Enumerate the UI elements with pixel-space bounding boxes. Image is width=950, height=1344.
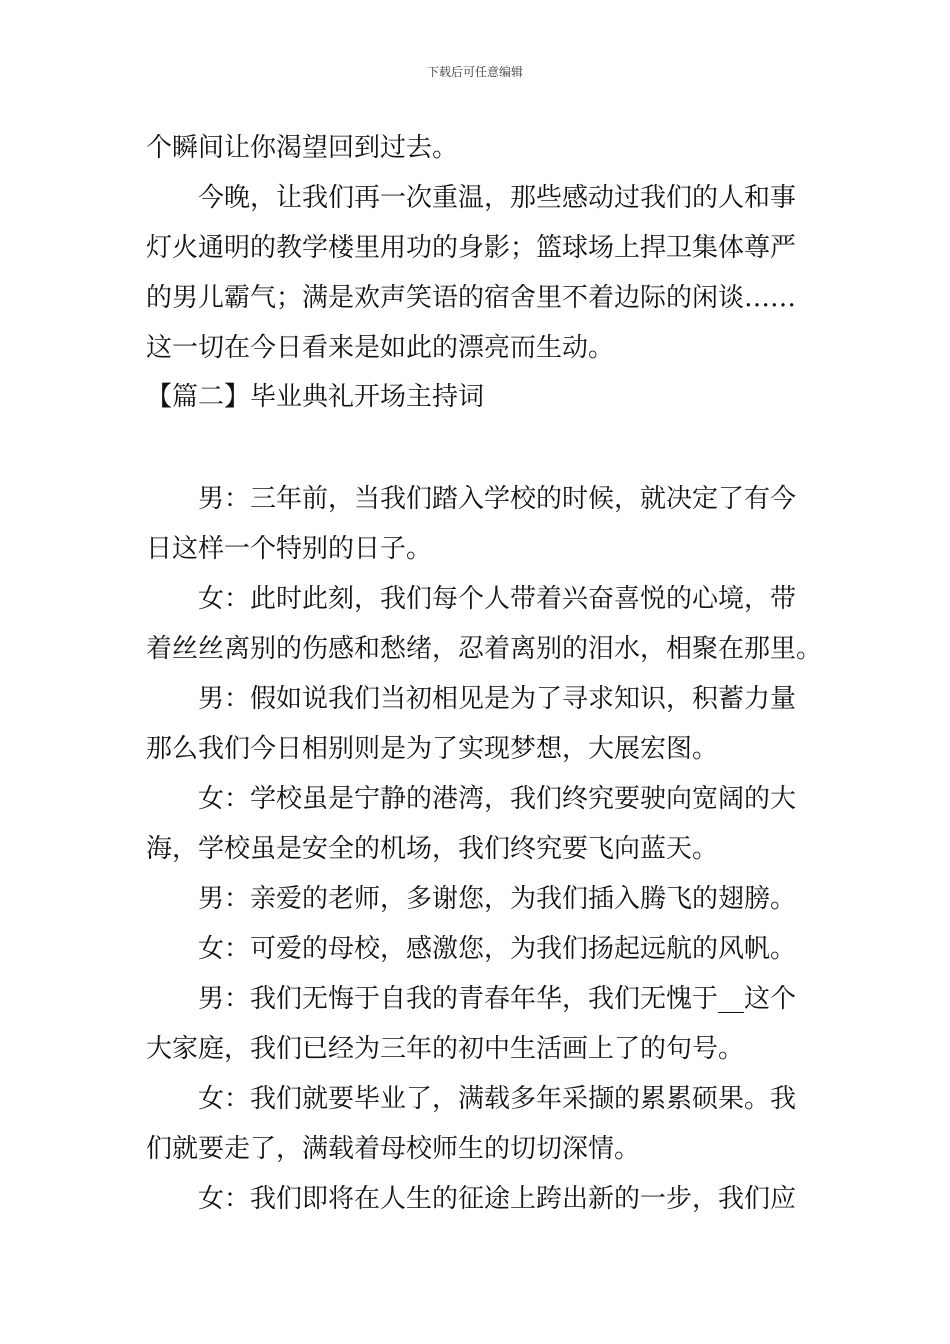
text-line: 们就要走了，满载着母校师生的切切深情。 xyxy=(146,1134,641,1164)
text-line: 个瞬间让你渴望回到过去。 xyxy=(146,133,459,163)
text-line: 女：此时此刻，我们每个人带着兴奋喜悦的心境，带 xyxy=(198,584,797,614)
text-line: 海，学校虽是安全的机场，我们终究要飞向蓝天。 xyxy=(146,834,719,864)
text-line: 那么我们今日相别则是为了实现梦想，大展宏图。 xyxy=(146,734,719,764)
text-line: 男：三年前，当我们踏入学校的时候，就决定了有今 xyxy=(198,484,797,514)
text-line: 女：我们即将在人生的征途上跨出新的一步，我们应 xyxy=(198,1184,797,1214)
text-line: 女：我们就要毕业了，满载多年采撷的累累硕果。我 xyxy=(198,1084,797,1114)
text-line: 女：可爱的母校，感激您，为我们扬起远航的风帆。 xyxy=(198,934,797,964)
text-line: 今晚，让我们再一次重温，那些感动过我们的人和事 xyxy=(198,183,797,213)
text-line: 的男儿霸气；满是欢声笑语的宿舍里不着边际的闲谈…… xyxy=(146,283,797,313)
text-line: 男：亲爱的老师，多谢您，为我们插入腾飞的翅膀。 xyxy=(198,884,797,914)
text-line: 女：学校虽是宁静的港湾，我们终究要驶向宽阔的大 xyxy=(198,784,797,814)
text-line: 大家庭，我们已经为三年的初中生活画上了的句号。 xyxy=(146,1034,745,1064)
text-line: 灯火通明的教学楼里用功的身影；篮球场上捍卫集体尊严 xyxy=(146,233,797,263)
text-line: 男：假如说我们当初相见是为了寻求知识，积蓄力量 xyxy=(198,684,797,714)
text-line: 这一切在今日看来是如此的漂亮而生动。 xyxy=(146,333,615,363)
page-header: 下载后可任意编辑 xyxy=(426,65,523,79)
text-line: 着丝丝离别的伤感和愁绪，忍着离别的泪水，相聚在那里。 xyxy=(146,634,823,664)
section-heading: 【篇二】毕业典礼开场主持词 xyxy=(146,382,485,412)
text-line: 日这样一个特别的日子。 xyxy=(146,534,433,564)
text-line: 男：我们无悔于自我的青春年华，我们无愧于__这个 xyxy=(198,984,797,1014)
